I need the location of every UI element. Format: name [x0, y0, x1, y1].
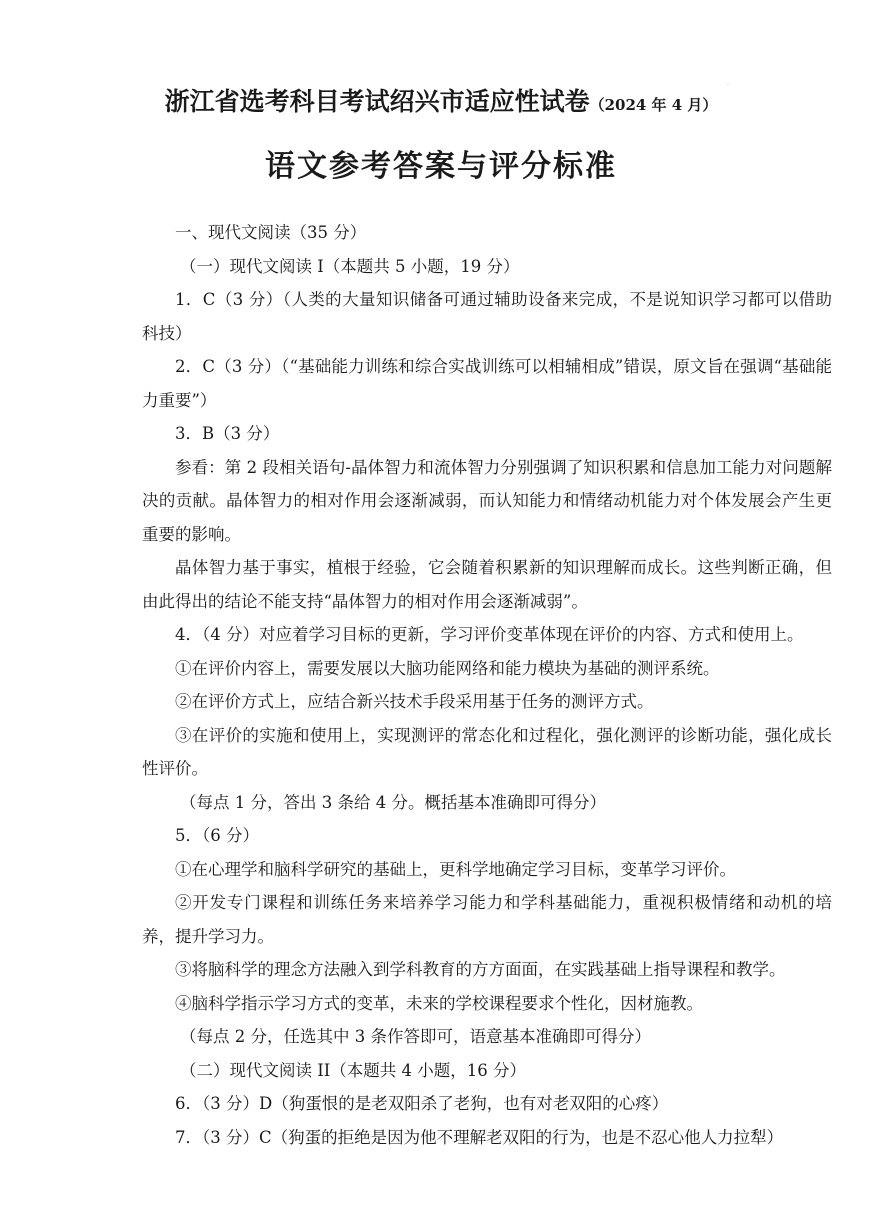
answer-q1: 1．C（3 分）（人类的大量知识储备可通过辅助设备来完成，不是说知识学习都可以借助科技）: [142, 290, 832, 343]
scoring-note: （每点 2 分，任选其中 3 条作答即可，语意基本准确即可得分）: [180, 1027, 651, 1046]
answer-q5: 5．（6 分）: [175, 826, 259, 845]
section-heading: 一、现代文阅读（35 分）: [175, 223, 367, 242]
answer-q6: 6．（3 分）D（狗蛋恨的是老双阳杀了老狗，也有对老双阳的心疼）: [175, 1094, 669, 1113]
answer-key-title: 语文参考答案与评分标准: [265, 149, 617, 184]
document-header: [0, 84, 882, 187]
answer-q5-point: ①在心理学和脑科学研究的基础上，更科学地确定学习目标，变革学习评价。: [175, 859, 736, 879]
answer-q3: 3．B（3 分）: [175, 424, 280, 443]
subsection-heading: （一）现代文阅读 I（本题共 5 小题，19 分）: [180, 256, 520, 276]
scoring-note: （每点 1 分，答出 3 条给 4 分。概括基本准确即可得分）: [180, 792, 606, 812]
answer-q4-point: ②在评价方式上，应结合新兴技术手段采用基于任务的测评方式。: [175, 692, 654, 711]
exam-title-text: 浙江省选考科目考试绍兴市适应性试卷: [164, 87, 590, 116]
answer-q5-point: ③将脑科学的理念方法融入到学科教育的方方面面，在实践基础上指导课程和教学。: [175, 960, 786, 979]
answer-q2: 2．C（3 分）（“基础能力训练和综合实战训练可以相辅相成”错误，原文旨在强调“基础能力重要”）: [142, 357, 832, 410]
answer-q5-point: ④脑科学指示学习方式的变革，未来的学校课程要求个性化，因材施教。: [175, 993, 703, 1013]
exam-title: [0, 84, 882, 123]
answer-q5-point: ②开发专门课程和训练任务来培养学习能力和学科基础能力，重视积极情绪和动机的培养，提升学习力。: [142, 893, 832, 946]
answer-q4-point: ①在评价内容上，需要发展以大脑功能网络和能力模块为基础的测评系统。: [175, 658, 720, 678]
answer-q3-reference: 参看：第 2 段相关语句-晶体智力和流体智力分别强调了知识积累和信息加工能力对问题解决的贡献。晶体智力的相对作用会逐渐减弱，而认知能力和情绪动机能力对个体发展会产生更重要的影响。: [142, 457, 832, 544]
answer-q7: 7．（3 分）C（狗蛋的拒绝是因为他不理解老双阳的行为，也是不忍心他人力拉犁）: [175, 1127, 784, 1147]
scan-mark: ·: [727, 82, 729, 89]
answer-q4-point: ③在评价的实施和使用上，实现测评的常态化和过程化，强化测评的诊断功能，强化成长性评价。: [142, 725, 832, 778]
answer-q3-reference: 晶体智力基于事实，植根于经验，它会随着积累新的知识理解而成长。这些判断正确，但由此得出的结论不能支持“晶体智力的相对作用会逐渐减弱”。: [142, 558, 832, 611]
subsection-heading: （二）现代文阅读 II（本题共 4 小题，16 分）: [180, 1060, 527, 1080]
answer-q4: 4．（4 分）对应着学习目标的更新，学习评价变革体现在评价的内容、方式和使用上。: [175, 625, 804, 644]
exam-date: （2024 年 4 月）: [589, 96, 718, 114]
answer-content: [142, 216, 832, 1154]
